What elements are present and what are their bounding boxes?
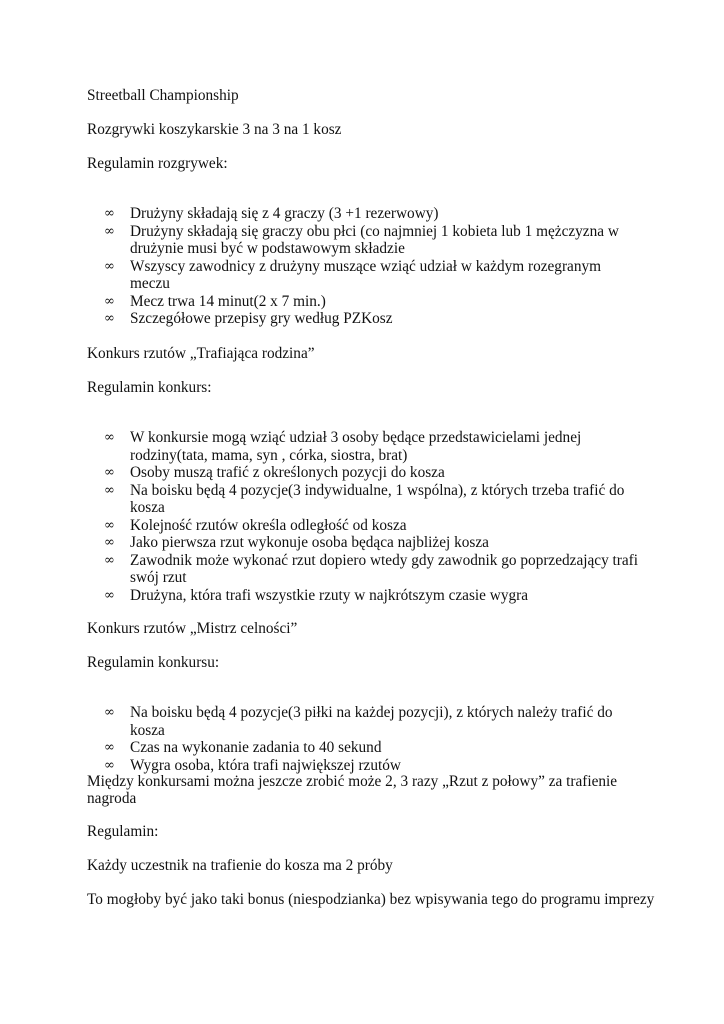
section3-rules-list	[104, 704, 644, 774]
bullet-infinity-icon: ∞	[104, 223, 115, 239]
section3-title: Konkurs rzutów „Mistrz celności”	[87, 620, 298, 637]
final-heading: Regulamin:	[87, 823, 159, 840]
bullet-infinity-icon: ∞	[104, 206, 115, 221]
final-rule: Każdy uczestnik na trafienie do kosza ma 2 próby	[87, 857, 393, 874]
list-item: ∞ Zawodnik może wykonać rzut dopiero wtedy gdy zawodnik go poprzedzający trafi swój rzut	[104, 551, 639, 586]
document-subtitle: Rozgrywki koszykarskie 3 na 3 na 1 kosz	[87, 121, 342, 138]
section2-heading: Regulamin konkurs:	[87, 379, 212, 396]
bullet-infinity-icon: ∞	[104, 293, 115, 309]
list-item: ∞ Szczegółowe przepisy gry według PZKosz	[104, 310, 393, 327]
list-item: ∞ Drużyna, która trafi wszystkie rzuty w najkrótszym czasie wygra	[104, 586, 529, 604]
bullet-infinity-icon: ∞	[104, 482, 115, 498]
section3-heading: Regulamin konkursu:	[87, 654, 220, 671]
bonus-note: To mogłoby być jako taki bonus (niespodzianka) bez wpisywania tego do programu imprezy	[87, 891, 655, 908]
bullet-infinity-icon: ∞	[104, 740, 115, 755]
list-item: ∞ Drużyny składają się graczy obu płci (co najmniej 1 kobieta lub 1 mężczyzna w drużynie musi być w podstawowym składzie	[104, 222, 619, 257]
bullet-infinity-icon: ∞	[104, 535, 115, 550]
list-item: ∞ Kolejność rzutów określa odległość od kosza	[104, 516, 407, 534]
list-item: ∞ Mecz trwa 14 minut(2 x 7 min.)	[104, 292, 326, 310]
list-item: ∞ Na boisku będą 4 pozycje(3 indywidualne, 1 wspólna), z których trzeba trafić do kosza	[104, 481, 625, 516]
bullet-infinity-icon: ∞	[104, 258, 115, 274]
bullet-infinity-icon: ∞	[104, 705, 115, 720]
section1-rules-list	[104, 205, 644, 328]
list-item: ∞ Drużyny składają się z 4 graczy (3 +1 rezerwowy)	[104, 205, 439, 222]
section1-heading: Regulamin rozgrywek:	[87, 155, 228, 172]
list-item: ∞ Czas na wykonanie zadania to 40 sekund	[104, 739, 382, 756]
bullet-infinity-icon: ∞	[104, 465, 115, 480]
section2-rules-list	[104, 429, 644, 604]
bullet-infinity-icon: ∞	[104, 587, 115, 603]
bullet-infinity-icon: ∞	[104, 757, 115, 773]
bullet-infinity-icon: ∞	[104, 311, 115, 326]
list-item: ∞ Jako pierwsza rzut wykonuje osoba będąca najbliżej kosza	[104, 534, 489, 551]
bullet-infinity-icon: ∞	[104, 517, 115, 533]
list-item: ∞ Wygra osoba, która trafi największej rzutów	[104, 756, 401, 774]
list-item: ∞ Wszyscy zawodnicy z drużyny muszące wziąć udział w każdym rozegranym meczu	[104, 257, 602, 292]
list-item: ∞ Na boisku będą 4 pozycje(3 piłki na każdej pozycji), z których należy trafić do kosza	[104, 704, 613, 739]
between-contests-note: Między konkursami można jeszcze zrobić może 2, 3 razy „Rzut z połowy” za trafienie nagroda	[87, 773, 618, 807]
list-item: ∞ Osoby muszą trafić z określonych pozycji do kosza	[104, 464, 445, 481]
bullet-infinity-icon: ∞	[104, 552, 115, 568]
bullet-infinity-icon: ∞	[104, 430, 115, 445]
section2-title: Konkurs rzutów „Trafiająca rodzina”	[87, 345, 315, 362]
list-item: ∞ W konkursie mogą wziąć udział 3 osoby będące przedstawicielami jednej rodziny(tata, mama, syn , córka, siostra, brat)	[104, 429, 582, 464]
document-title: Streetball Championship	[87, 87, 239, 104]
